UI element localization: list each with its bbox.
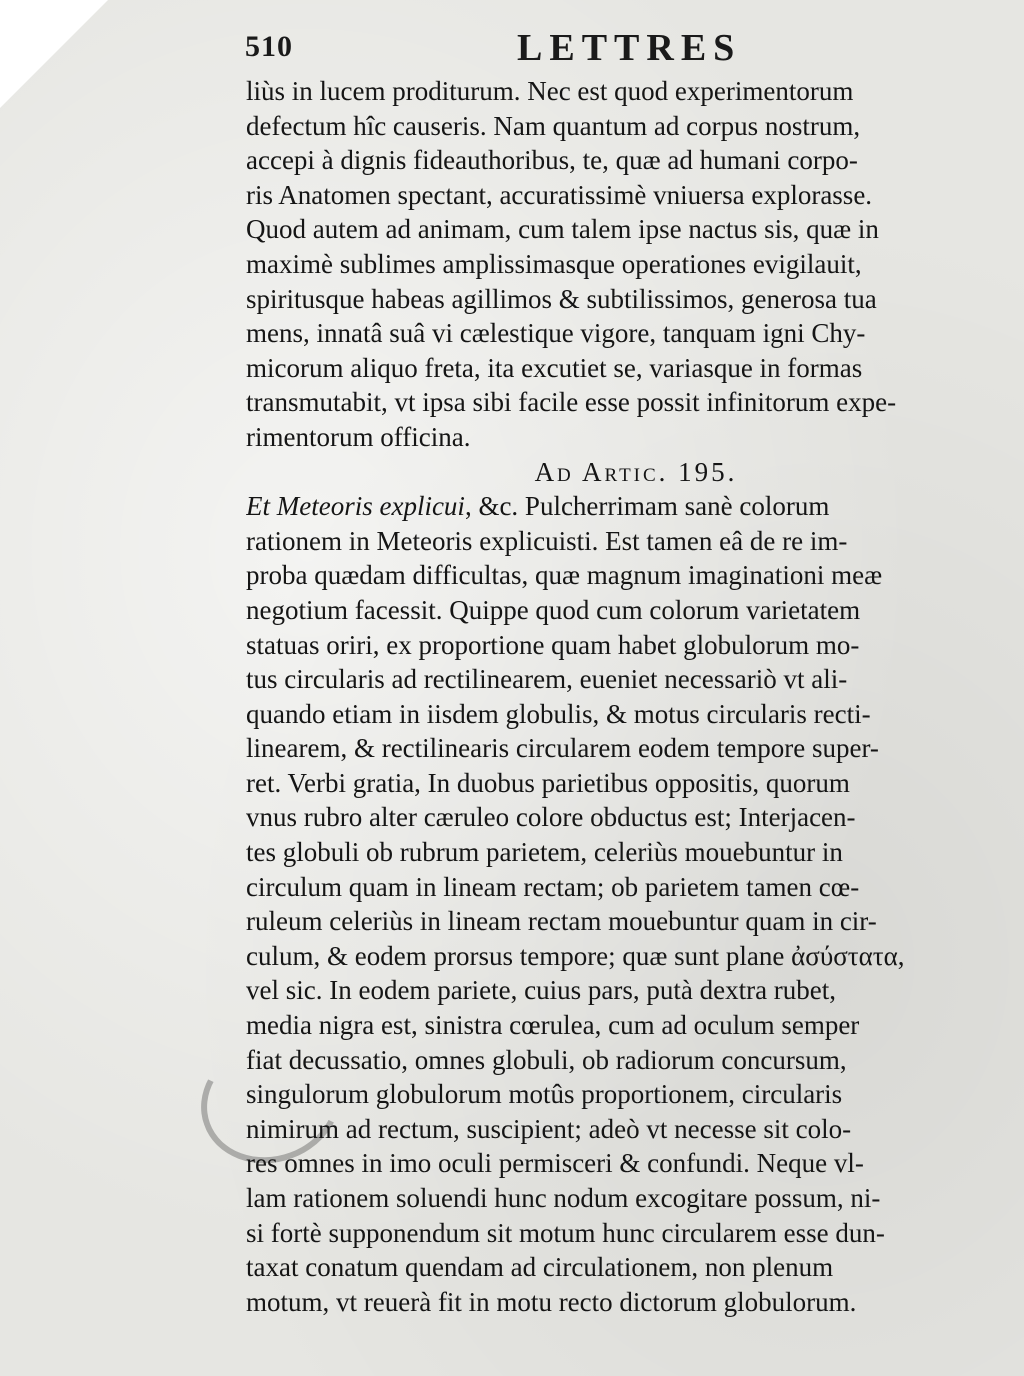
text-line: si fortè supponendum sit motum hunc circularem esse dun- [246, 1217, 885, 1248]
text-line: res omnes in imo oculi permisceri & confundi. Neque vl- [246, 1148, 864, 1179]
text-line: statuas oriri, ex proportione quam habet globulorum mo- [246, 629, 860, 660]
text-line: ris Anatomen spectant, accuratissimè vniuersa explorasse. [246, 179, 873, 210]
text-line: circulum quam in lineam rectam; ob parietem tamen cœ- [246, 871, 860, 902]
page-header [245, 22, 985, 82]
text-line: taxat conatum quendam ad circulationem, non plenum [246, 1252, 834, 1283]
italic-citation: Et Meteoris explicui [246, 491, 465, 522]
page-number: 510 [245, 30, 293, 63]
text-line: proba quædam difficultas, quæ magnum imaginationi meæ [246, 560, 883, 591]
text-line: ret. Verbi gratia, In duobus parietibus oppositis, quorum [246, 767, 850, 798]
text-line: nimirum ad rectum, suscipient; adeò vt necesse sit colo- [246, 1113, 852, 1144]
text-line: Quod autem ad animam, cum talem ipse nactus sis, quæ in [246, 214, 879, 245]
text-line: media nigra est, sinistra cœrulea, cum ad oculum semper [246, 1010, 860, 1041]
text-line-first [246, 489, 986, 524]
text-line: quando etiam in iisdem globulis, & motus circularis recti- [246, 698, 871, 729]
text-line: defectum hîc causeris. Nam quantum ad corpus nostrum, [246, 110, 861, 141]
text-line: linearem, & rectilinearis circularem eodem tempore super- [246, 733, 879, 764]
text-line: accepi à dignis fideauthoribus, te, quæ ad humani corpo- [246, 145, 858, 176]
text-line: liùs in lucem proditurum. Nec est quod experimentorum [246, 76, 854, 106]
text-line: fiat decussatio, omnes globuli, ob radiorum concursum, [246, 1044, 847, 1075]
text-line: vnus rubro alter cæruleo colore obductus est; Interjacen- [246, 802, 856, 833]
text-line: motum, vt reuerà fit in motu recto dictorum globulorum. [246, 1286, 857, 1317]
text-line: negotium facessit. Quippe quod cum colorum varietatem [246, 594, 861, 625]
text-line: lam rationem soluendi hunc nodum excogitare possum, ni- [246, 1183, 881, 1213]
paragraph-2 [246, 489, 986, 1319]
torn-corner [0, 0, 108, 108]
text-line: singulorum globulorum motûs proportionem, circularis [246, 1079, 843, 1110]
text-line: transmutabit, vt ipsa sibi facile esse possit infinitorum expe- [246, 387, 897, 418]
body-text [246, 74, 986, 1319]
text-line: tus circularis ad rectilinearem, eueniet necessariò vt ali- [246, 664, 848, 695]
text-line: ruleum celeriùs in lineam rectam mouebuntur quam in cir- [246, 906, 877, 937]
paragraph-1 [246, 74, 986, 455]
running-title: LETTRES [517, 27, 742, 69]
text-line: mens, innatâ suâ vi cælestique vigore, tanquam igni Chy- [246, 318, 866, 349]
text-line: rimentorum officina. [246, 421, 471, 452]
text-line: tes globuli ob rubrum parietem, celeriùs mouebuntur in [246, 837, 843, 868]
text-line: rationem in Meteoris explicuisti. Est tamen eâ de re im- [246, 525, 848, 556]
first-line-rest: , &c. Pulcherrimam sanè colorum [464, 491, 830, 522]
section-heading: Ad Artic. 195. [534, 456, 738, 487]
text-line: vel sic. In eodem pariete, cuius pars, putà dextra rubet, [246, 975, 837, 1006]
text-line: spiritusque habeas agillimos & subtilissimos, generosa tua [246, 283, 877, 314]
text-line: maximè sublimes amplissimasque operationes evigilauit, [246, 248, 862, 279]
text-line: culum, & eodem prorsus tempore; quæ sunt plane ἀσύστατα, [246, 940, 905, 971]
text-line: micorum aliquo freta, ita excutiet se, variasque in formas [246, 352, 863, 383]
